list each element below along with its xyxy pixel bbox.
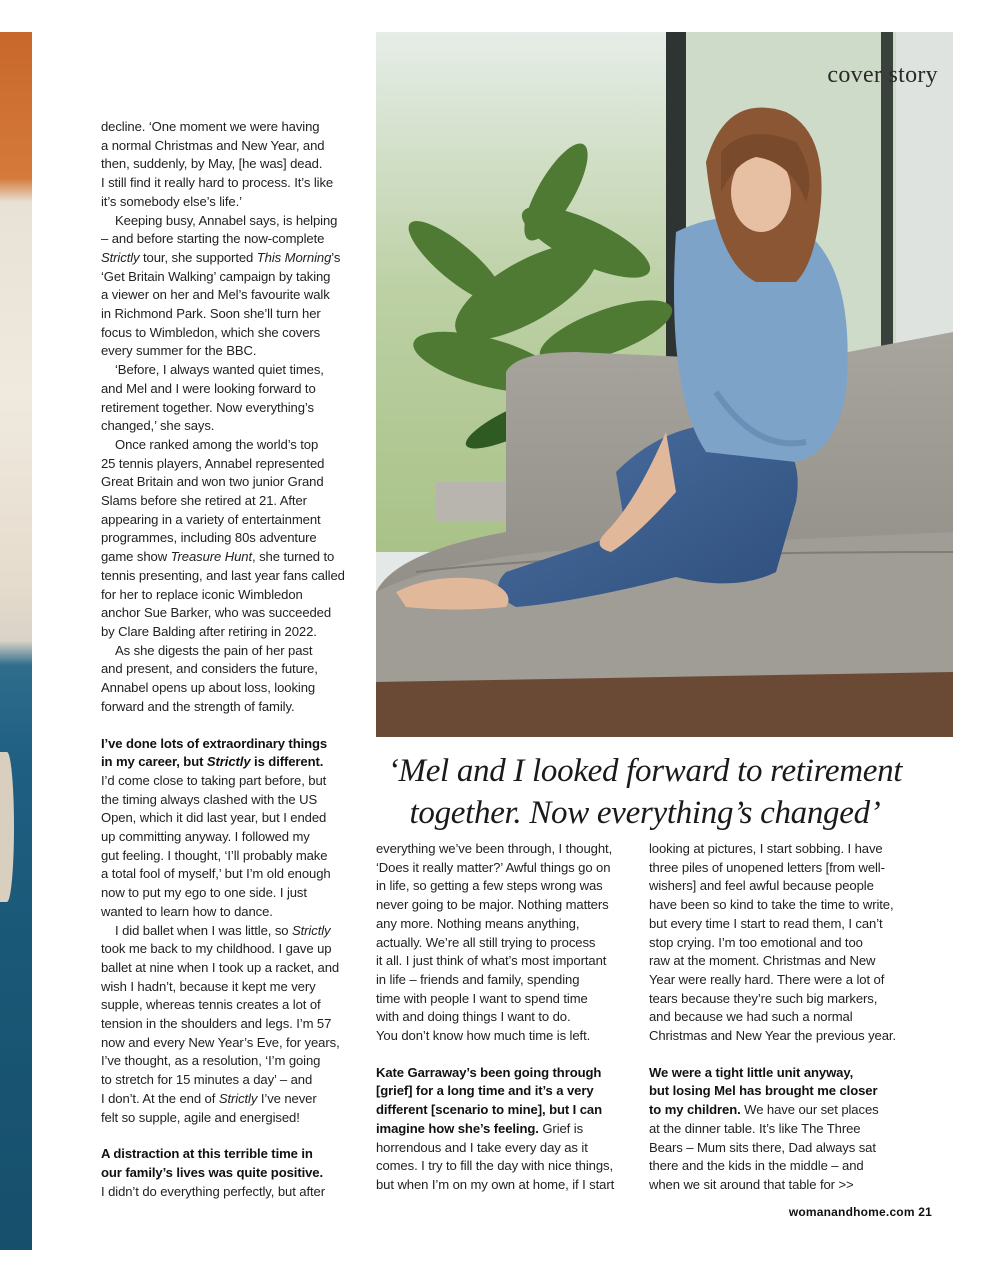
cover-photo <box>376 32 953 737</box>
subheading: We were a tight little unit anyway, but losing Mel has brought me closer to my children. We have our set places at the dinner table. It’s like The Three Bears – Mum sits there, Dad always sat there and the kids in the middle – and when we sit around that table for >> <box>649 1064 879 1192</box>
paragraph: decline. ‘One moment we were having a normal Christmas and New Year, and then, suddenly, by May, [he was] dead. I still find it really hard to process. It’s like it’s somebody else’s life.’ <box>101 119 334 209</box>
pull-quote-line: ‘Mel and I looked forward to retirement <box>387 753 903 789</box>
section-label: cover story <box>827 62 938 88</box>
paragraph: everything we’ve been through, I thought, ‘Does it really matter?’ Awful things go on in life, so getting a few steps wrong was never going to be major. Nothing matters any more. Nothing means anything, actually. We’re all still trying to process it all. I just think of what’s most important in life – friends and family, spending time with people I want to spend time with and doing things I want to do. You don’t know how much time is left. <box>376 841 613 1044</box>
pull-quote <box>376 750 914 834</box>
paragraph: looking at pictures, I start sobbing. I have three piles of unopened letters [from well- wishers] and feel awful because people have been so kind to take the time to write, but every time I start to read them, I can’t stop crying. I’m too emotional and too raw at the moment. Christmas and New Year were really hard. There were a lot of tears because they’re such big markers, and because we had such a normal Christmas and New Year the previous year. <box>649 841 896 1044</box>
pull-quote-line: together. Now everything’s changed’ <box>409 795 881 831</box>
body-column-3 <box>649 840 911 1195</box>
paragraph: As she digests the pain of her past and present, and considers the future, Annabel opens up about loss, looking forward and the strength of family. <box>101 642 318 714</box>
previous-page-edge <box>0 32 32 1250</box>
paragraph: I did ballet when I was little, so Strictly took me back to my childhood. I gave up ballet at nine when I took up a racket, and wish I hadn’t, because it kept me very supple, whereas tennis creates a lot of tension in the shoulders and legs. I’m 57 now and every New Year’s Eve, for years, I’ve thought, as a resolution, ‘I’m going to stretch for 15 minutes a day’ – and I don’t. At the end of Strictly I’ve never felt so supple, agile and energised! <box>101 922 340 1125</box>
paragraph: Once ranked among the world’s top 25 tennis players, Annabel represented Great Britain and won two junior Grand Slams before she retired at 21. After appearing in a variety of entertainment programmes, including 80s adventure game show Treasure Hunt, she turned to tennis presenting, and last year fans called for her to replace iconic Wimbledon anchor Sue Barker, who was succeeded by Clare Balding after retiring in 2022. <box>101 436 345 639</box>
page-folio: womanandhome.com 21 <box>788 1205 932 1219</box>
portrait-photo <box>376 32 953 737</box>
body-column-2 <box>376 840 634 1195</box>
paragraph: ‘Before, I always wanted quiet times, and Mel and I were looking forward to retirement together. Now everything’s changed,’ she says. <box>101 362 324 434</box>
subheading: Kate Garraway’s been going through [grief] for a long time and it’s a very different [scenario to mine], but I can imagine how she’s feeling. Grief is horrendous and I take every day as it comes. I try to fill the day with nice things, but when I’m on my own at home, if I start <box>376 1064 615 1192</box>
subheading: A distraction at this terrible time in our family’s lives was quite positive. I didn’t do everything perfectly, but after <box>101 1146 325 1199</box>
subheading: I’ve done lots of extraordinary things in my career, but Strictly is different. I’d come close to taking part before, but the timing always clashed with the US Open, which it did last year, but I ended up committing anyway. I followed my gut feeling. I thought, ‘I’ll probably make a total fool of myself,’ but I’m old enough now to put my ego to one side. I just wanted to learn how to dance. <box>101 735 331 919</box>
body-column-1 <box>101 118 361 1201</box>
paragraph: Keeping busy, Annabel says, is helping – and before starting the now-complete Strictly tour, she supported This Morning’s ‘Get Britain Walking’ campaign by taking a viewer on her and Mel’s favourite walk in Richmond Park. Soon she’ll turn her focus to Wimbledon, which she covers every summer for the BBC. <box>101 212 341 359</box>
